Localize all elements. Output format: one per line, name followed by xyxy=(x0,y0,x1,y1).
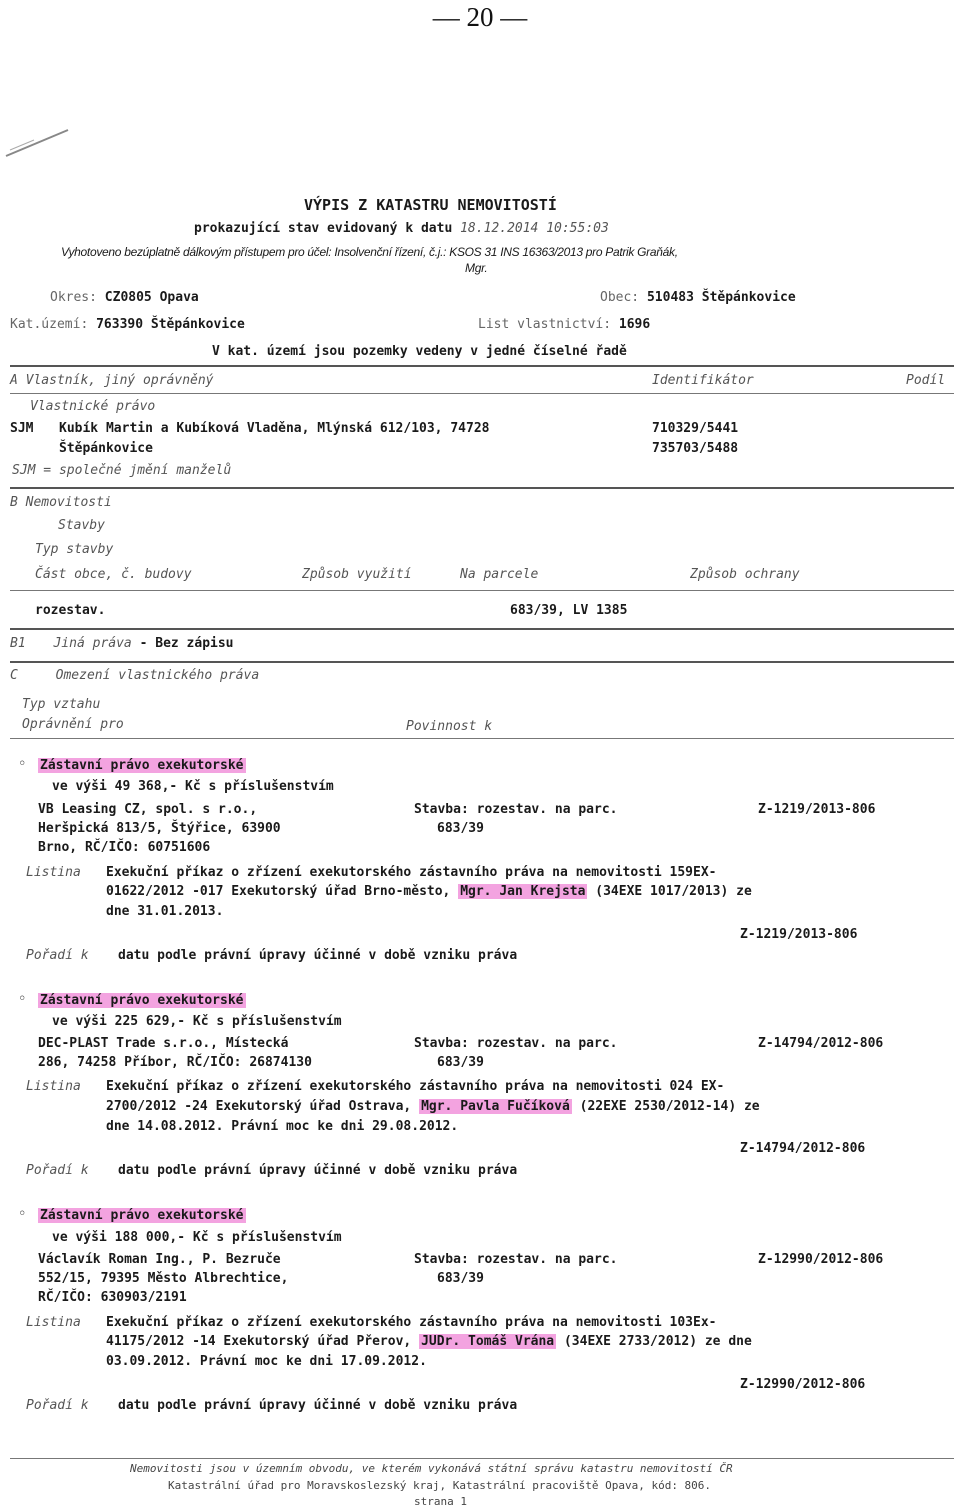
footer-line2: Katastrální úřad pro Moravskoslezský kraj, Katastrální pracoviště Opava, kód: 806. xyxy=(168,1479,712,1492)
entry-parc: 683/39 xyxy=(437,821,484,836)
poradi-text: datu podle právní úpravy účinné v době vzniku práva xyxy=(118,1398,518,1413)
section-b1-title: Jiná práva xyxy=(53,636,132,651)
section-c-letter: C xyxy=(10,668,18,683)
col-identifikator: Identifikátor xyxy=(652,373,754,388)
poradi-label: Pořadí k xyxy=(26,1398,89,1413)
entry-party-line3: Brno, RČ/IČO: 60751606 xyxy=(38,840,211,855)
listina-highlight: Mgr. Jan Krejsta xyxy=(460,884,586,899)
scan-mark xyxy=(4,126,74,160)
entry-stavba: Stavba: rozestav. na parc. xyxy=(414,802,618,817)
section-b1-letter: B1 xyxy=(10,636,26,651)
entry-amount: ve výši 49 368,- Kč s příslušenstvím xyxy=(52,779,334,794)
listina-line1: Exekuční příkaz o zřízení exekutorského zástavního práva na nemovitosti 024 EX- xyxy=(106,1079,725,1094)
section-a-letter: A xyxy=(10,373,18,388)
entry-party-line2: 286, 74258 Příbor, RČ/IČO: 26874130 xyxy=(38,1055,312,1070)
section-b-heading xyxy=(10,495,112,510)
entry-zref2: Z-12990/2012-806 xyxy=(740,1377,866,1392)
listina-line2-post: (34EXE 1017/2013) ze xyxy=(595,884,752,899)
owner-line1: Kubík Martin a Kubíková Vladěna, Mlýnská 612/103, 74728 xyxy=(59,421,490,436)
listina-line2-pre: 2700/2012 -24 Exekutorský úřad Ostrava, xyxy=(106,1099,412,1114)
listina-line2 xyxy=(106,884,752,899)
section-b-sub2: Typ stavby xyxy=(35,542,114,557)
list-vlastnictvi xyxy=(478,317,650,332)
stavba-parcel: 683/39, LV 1385 xyxy=(510,603,628,618)
entry-party-line1: Václavík Roman Ing., P. Bezruče xyxy=(38,1252,281,1267)
entry-amount: ve výši 225 629,- Kč s příslušenstvím xyxy=(52,1014,342,1029)
listina-line1: Exekuční příkaz o zřízení exekutorského zástavního práva na nemovitosti 159EX- xyxy=(106,865,717,880)
col-cast-obce: Část obce, č. budovy xyxy=(35,567,192,582)
entry-zref: Z-14794/2012-806 xyxy=(758,1036,884,1051)
entry-stavba: Stavba: rozestav. na parc. xyxy=(414,1252,618,1267)
listina-line3: 03.09.2012. Právní moc ke dni 17.09.2012. xyxy=(106,1354,427,1369)
col-podil: Podíl xyxy=(906,373,946,388)
sjm-label: SJM xyxy=(10,421,34,436)
entry-party-line1: DEC-PLAST Trade s.r.o., Místecká xyxy=(38,1036,289,1051)
section-c-heading xyxy=(10,668,259,683)
owner-id2: 735703/5488 xyxy=(652,441,739,456)
subtitle-date: 18.12.2014 10:55:03 xyxy=(460,221,609,236)
obec-label: Obec: xyxy=(600,290,640,305)
header-note-line1: Vyhotoveno bezúplatně dálkovým přístupem pro účel: Insolvenční řízení, č.j.: KSOS 31 INS 16363/2013 pro Patrik Graňák, xyxy=(61,245,678,259)
section-a-title: Vlastník, jiný oprávněný xyxy=(25,373,214,388)
entry-party-line2: Heršpická 813/5, Štýřice, 63900 xyxy=(38,821,281,836)
section-c-title: Omezení vlastnického práva xyxy=(55,668,260,683)
poradi-text: datu podle právní úpravy účinné v době vzniku práva xyxy=(118,1163,518,1178)
entry-stavba: Stavba: rozestav. na parc. xyxy=(414,1036,618,1051)
listina-label: Listina xyxy=(26,1079,81,1094)
lv-label: List vlastnictví: xyxy=(478,317,612,332)
entry-party-line3: RČ/IČO: 630903/2191 xyxy=(38,1290,187,1305)
section-b1-heading xyxy=(10,636,234,651)
section-b-title: Nemovitosti xyxy=(25,495,112,510)
stavba-type: rozestav. xyxy=(35,603,106,618)
entry-zref: Z-1219/2013-806 xyxy=(758,802,876,817)
footer-line3: strana 1 xyxy=(414,1495,467,1508)
entry-zref: Z-12990/2012-806 xyxy=(758,1252,884,1267)
entry-party-line2: 552/15, 79395 Město Albrechtice, xyxy=(38,1271,289,1286)
bullet-icon: ◦ xyxy=(18,756,27,772)
divider xyxy=(10,365,954,367)
poradi-text: datu podle právní úpravy účinné v době vzniku práva xyxy=(118,948,518,963)
entry-zref2: Z-1219/2013-806 xyxy=(740,927,858,942)
katuz-value: 763390 Štěpánkovice xyxy=(96,317,245,332)
listina-line2 xyxy=(106,1334,752,1349)
listina-line3: dne 14.08.2012. Právní moc ke dni 29.08.2012. xyxy=(106,1119,459,1134)
listina-line2-post: (22EXE 2530/2012-14) ze xyxy=(579,1099,760,1114)
owner-id1: 710329/5441 xyxy=(652,421,739,436)
divider xyxy=(10,393,954,394)
listina-line2-pre: 01622/2012 -017 Exekutorský úřad Brno-město, xyxy=(106,884,451,899)
entry-amount: ve výši 188 000,- Kč s příslušenstvím xyxy=(52,1230,342,1245)
entry-title xyxy=(38,1208,246,1223)
col-typ-vztahu: Typ vztahu xyxy=(22,697,101,712)
listina-line2-pre: 41175/2012 -14 Exekutorský úřad Přerov, xyxy=(106,1334,412,1349)
poradi-label: Pořadí k xyxy=(26,1163,89,1178)
col-zpusob-vyuziti: Způsob využití xyxy=(302,567,412,582)
section-b1-value: - Bez zápisu xyxy=(139,636,234,651)
entry-title xyxy=(38,993,246,1008)
listina-line2-post: (34EXE 2733/2012) ze dne xyxy=(563,1334,752,1349)
document-subtitle xyxy=(194,221,609,236)
sjm-note: SJM = společné jmění manželů xyxy=(12,463,232,478)
bullet-icon: ◦ xyxy=(18,991,27,1007)
listina-label: Listina xyxy=(26,1315,81,1330)
col-povinnost-k: Povinnost k xyxy=(406,719,493,734)
entry-party-line1: VB Leasing CZ, spol. s r.o., xyxy=(38,802,258,817)
obec-value: 510483 Štěpánkovice xyxy=(646,290,796,305)
entry-zref2: Z-14794/2012-806 xyxy=(740,1141,866,1156)
entry-title xyxy=(38,758,246,773)
okres xyxy=(50,290,199,305)
entry-title-text: Zástavní právo exekutorské xyxy=(40,758,244,773)
col-zpusob-ochrany: Způsob ochrany xyxy=(690,567,800,582)
listina-line2 xyxy=(106,1099,760,1114)
header-note-line2: Mgr. xyxy=(465,261,488,275)
entry-parc: 683/39 xyxy=(437,1271,484,1286)
footer-line1: Nemovitosti jsou v územním obvodu, ve kterém vykonává státní správu katastru nemovitostí ČR xyxy=(130,1462,733,1475)
section-b-sub1: Stavby xyxy=(58,518,105,533)
document-title: VÝPIS Z KATASTRU NEMOVITOSTÍ xyxy=(304,196,557,214)
listina-line1: Exekuční příkaz o zřízení exekutorského zástavního práva na nemovitosti 103Ex- xyxy=(106,1315,717,1330)
divider xyxy=(10,661,954,663)
page-number xyxy=(0,2,960,33)
section-a-heading xyxy=(10,373,214,388)
page-number-dash-right: — xyxy=(493,2,528,32)
listina-highlight: JUDr. Tomáš Vrána xyxy=(421,1334,555,1349)
bullet-icon: ◦ xyxy=(18,1206,27,1222)
subtitle-prefix: prokazující stav evidovaný k datu xyxy=(194,221,453,236)
listina-label: Listina xyxy=(26,865,81,880)
section-b-letter: B xyxy=(10,495,18,510)
lv-value: 1696 xyxy=(618,317,651,332)
obec xyxy=(600,290,796,305)
entry-title-text: Zástavní právo exekutorské xyxy=(40,993,244,1008)
col-opravneni-pro: Oprávnění pro xyxy=(22,717,124,732)
entry-parc: 683/39 xyxy=(437,1055,484,1070)
listina-line3: dne 31.01.2013. xyxy=(106,904,224,919)
okres-value: CZ0805 Opava xyxy=(104,290,199,305)
col-na-parcele: Na parcele xyxy=(460,567,539,582)
katuz-label: Kat.území: xyxy=(10,317,89,332)
divider xyxy=(10,590,954,591)
divider xyxy=(10,487,954,489)
kat-uzemi xyxy=(10,317,245,332)
page-number-value: 20 xyxy=(466,2,494,32)
divider xyxy=(10,628,954,630)
parcel-note: V kat. území jsou pozemky vedeny v jedné číselné řadě xyxy=(212,344,627,359)
divider xyxy=(10,738,954,739)
owner-line2: Štěpánkovice xyxy=(59,441,153,456)
footer-divider xyxy=(10,1458,954,1459)
page-number-dash-left: — xyxy=(432,2,467,32)
poradi-label: Pořadí k xyxy=(26,948,89,963)
listina-highlight: Mgr. Pavla Fučíková xyxy=(421,1099,570,1114)
okres-label: Okres: xyxy=(50,290,97,305)
entry-title-text: Zástavní právo exekutorské xyxy=(40,1208,244,1223)
section-a-sub: Vlastnické právo xyxy=(30,399,156,414)
